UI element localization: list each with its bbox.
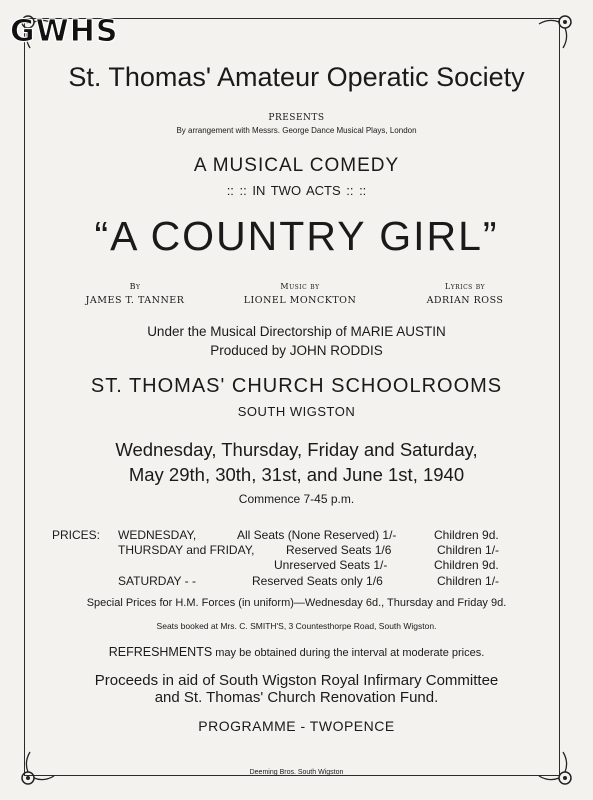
producer-line: Produced by JOHN RODDIS bbox=[210, 343, 383, 358]
credit-name: ADRIAN ROSS bbox=[426, 295, 504, 306]
booking-info: Seats booked at Mrs. C. SMITH'S, 3 Countesthorpe Road, South Wigston. bbox=[156, 621, 437, 631]
show-title: “A COUNTRY GIRL” bbox=[94, 213, 499, 259]
price-seats: Reserved Seats 1/6 bbox=[286, 543, 392, 557]
price-children: Children 1/- bbox=[437, 543, 500, 557]
credit-name: LIONEL MONCKTON bbox=[243, 295, 357, 306]
price-seats: All Seats (None Reserved) 1/- bbox=[237, 528, 397, 542]
refreshments-word: REFRESHMENTS bbox=[108, 645, 213, 659]
refreshments-note bbox=[0, 645, 593, 659]
credit-name: JAMES T. TANNER bbox=[85, 295, 185, 306]
society-name: St. Thomas' Amateur Operatic Society bbox=[68, 62, 525, 92]
proceeds-line: and St. Thomas' Church Renovation Fund. bbox=[154, 689, 439, 706]
watermark-logo: GWHS bbox=[10, 14, 119, 49]
forces-prices: Special Prices for H.M. Forces (in uniform)—Wednesday 6d., Thursday and Friday 9d. bbox=[86, 597, 507, 609]
genre-heading: A MUSICAL COMEDY bbox=[193, 155, 400, 176]
price-seats: Unreserved Seats 1/- bbox=[274, 558, 388, 572]
credit-role: By bbox=[129, 282, 141, 291]
price-children: Children 9d. bbox=[434, 558, 499, 572]
proceeds-line: Proceeds in aid of South Wigston Royal Infirmary Committee bbox=[94, 672, 499, 689]
dates-list: May 29th, 30th, 31st, and June 1st, 1940 bbox=[128, 464, 465, 485]
price-day: WEDNESDAY, bbox=[118, 528, 197, 542]
venue-town: SOUTH WIGSTON bbox=[237, 404, 356, 419]
credit-music bbox=[225, 282, 375, 306]
presents-label: PRESENTS bbox=[268, 113, 325, 123]
floral-ornament-icon bbox=[535, 8, 579, 52]
venue-name: ST. THOMAS' CHURCH SCHOOLROOMS bbox=[90, 375, 503, 397]
acts-line: :: :: IN TWO ACTS :: :: bbox=[226, 183, 367, 198]
credits-row bbox=[60, 282, 540, 306]
credit-author bbox=[60, 282, 210, 306]
credit-role: Lyrics by bbox=[444, 282, 486, 291]
credit-role: Music by bbox=[280, 282, 320, 291]
price-seats: Reserved Seats only 1/6 bbox=[252, 574, 383, 588]
printer-credit: Deeming Bros. South Wigston bbox=[249, 769, 344, 776]
price-children: Children 9d. bbox=[434, 528, 499, 542]
price-day: SATURDAY - - bbox=[118, 574, 197, 588]
arrangement-note: By arrangement with Messrs. George Dance Musical Plays, London bbox=[176, 126, 417, 135]
start-time: Commence 7-45 p.m. bbox=[238, 492, 355, 506]
prices-label: PRICES: bbox=[52, 528, 101, 542]
musical-director-line: Under the Musical Directorship of MARIE AUSTIN bbox=[147, 324, 446, 339]
dates-days: Wednesday, Thursday, Friday and Saturday, bbox=[115, 439, 478, 460]
programme-price: PROGRAMME - TWOPENCE bbox=[198, 718, 395, 734]
credit-lyrics bbox=[390, 282, 540, 306]
price-day: THURSDAY and FRIDAY, bbox=[118, 543, 255, 557]
refreshments-text: may be obtained during the interval at moderate prices. bbox=[212, 647, 485, 659]
price-children: Children 1/- bbox=[437, 574, 500, 588]
